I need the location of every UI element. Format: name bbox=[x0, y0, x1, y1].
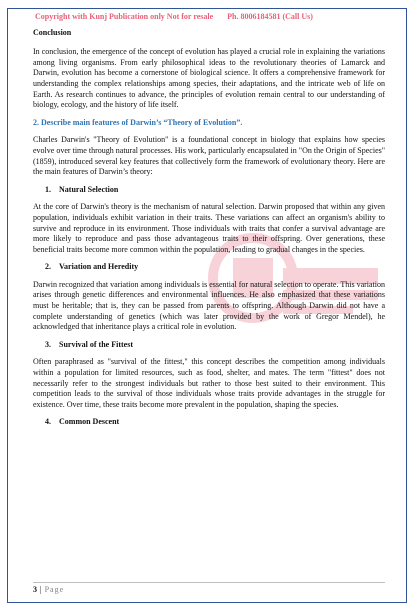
page-label: Page bbox=[44, 585, 65, 594]
page-content bbox=[33, 12, 385, 435]
page-footer bbox=[33, 582, 385, 594]
feature-title: Survival of the Fittest bbox=[59, 339, 133, 349]
feature-heading-survival-fittest bbox=[45, 340, 385, 351]
feature-number: 1. bbox=[45, 184, 51, 194]
feature-heading-natural-selection bbox=[45, 185, 385, 196]
question-heading: 2. Describe main features of Darwin’s “Theory of Evolution”. bbox=[33, 117, 243, 127]
conclusion-paragraph: In conclusion, the emergence of the concept of evolution has played a crucial role in explaining the variations among living organisms. From early philosophical ideas to the revolutionary theories of Lamarck and Darwin, evolution has become a cornerstone of biological science. It offers a comprehensive framework for understanding the complex relationships among species, their adaptations, and the intricate web of life on Earth. As research continues to advance, the principles of evolution remain central to our understanding of biology, ecology, and the history of life itself. bbox=[33, 47, 385, 110]
feature-title: Natural Selection bbox=[59, 184, 119, 194]
feature-heading-variation-heredity bbox=[45, 262, 385, 273]
feature-paragraph-variation-heredity: Darwin recognized that variation among individuals is essential for natural selection to operate. This variation arises through genetic differences and environmental influences. He also emphasized that these variations must be heritable; that is, they can be passed from parents to offspring. Although Darwin did not have a complete understanding of genetics (which was later provided by the work of Gregor Mendel), he acknowledged that inheritance plays a critical role in evolution. bbox=[33, 279, 385, 332]
copyright-notice bbox=[35, 12, 385, 23]
feature-title: Variation and Heredity bbox=[59, 262, 139, 272]
feature-paragraph-natural-selection: At the core of Darwin's theory is the mechanism of natural selection. Darwin proposed that within any given population, individuals exhibit variation in their traits. These variations can affect an organism's ability to survive and reproduce in its environment. Those individuals with traits that confer a survival advantage are more likely to reproduce and pass those advantageous traits to their offspring. Over generations, these beneficial traits become more common within the population, leading to gradual changes in the species. bbox=[33, 202, 385, 254]
page-number: 3 bbox=[33, 585, 37, 594]
conclusion-heading: Conclusion bbox=[33, 27, 72, 37]
feature-paragraph-survival-fittest: Often paraphrased as "survival of the fittest," this concept describes the competition among individuals within a population for limited resources, such as food, shelter, and mates. The term "fittest" does not necessarily refer to the strongest individuals but rather to those best suited to their environment. This competition leads to the survival of those individuals whose traits provide advantages in the struggle for existence. Over time, these traits become more prevalent in the population, shaping the species. bbox=[33, 357, 385, 409]
feature-title: Common Descent bbox=[59, 417, 120, 427]
feature-number: 2. bbox=[45, 262, 51, 272]
phone-text: Ph. 8006184581 (Call Us) bbox=[227, 12, 313, 21]
feature-number: 4. bbox=[45, 417, 51, 427]
feature-number: 3. bbox=[45, 339, 51, 349]
intro-paragraph: Charles Darwin's "Theory of Evolution" is a foundational concept in biology that explains how species evolve over time through natural processes. His work, particularly encapsulated in "On the Origin of Species" (1859), introduced several key features that collectively form the framework of evolutionary theory. Here are the main features of Darwin’s theory: bbox=[33, 135, 385, 177]
feature-heading-common-descent bbox=[45, 417, 385, 428]
page-separator: | bbox=[40, 585, 42, 594]
copyright-text: Copyright with Kunj Publication only Not for resale bbox=[35, 12, 214, 21]
